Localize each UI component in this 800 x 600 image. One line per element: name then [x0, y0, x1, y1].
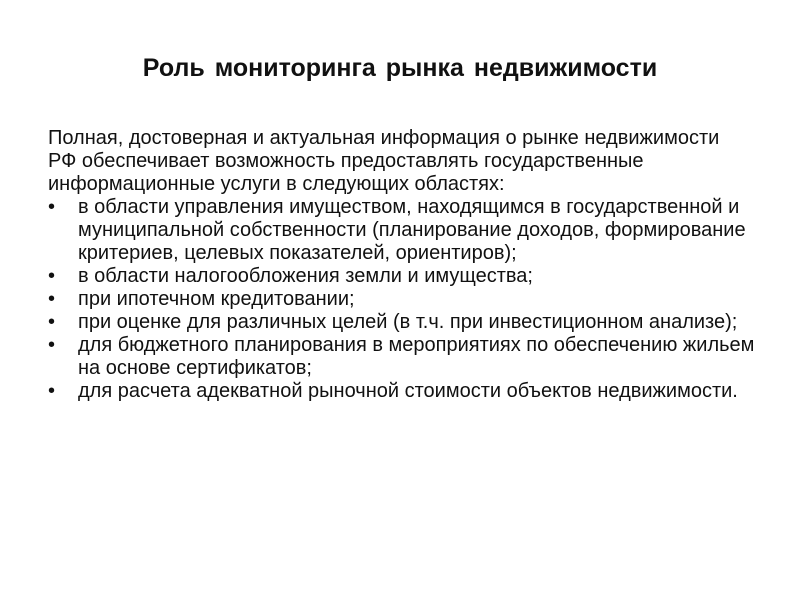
bullet-item-market-value — [48, 380, 760, 403]
bullet-text: в области налогообложения земли и имущества; — [78, 265, 533, 287]
bullet-icon: • — [48, 196, 56, 218]
bullet-icon: • — [48, 288, 56, 310]
bullet-text: для бюджетного планирования в мероприятиях по обеспечению жильем на основе сертификатов; — [78, 334, 755, 379]
bullet-item-property-management — [48, 196, 760, 265]
bullet-text: при ипотечном кредитовании; — [78, 288, 355, 310]
slide-body — [48, 127, 760, 403]
bullet-icon: • — [48, 311, 56, 333]
bullet-item-mortgage — [48, 288, 760, 311]
bullet-icon: • — [48, 380, 56, 402]
slide-title: Роль мониторинга рынка недвижимости — [142, 54, 658, 82]
bullet-icon: • — [48, 334, 56, 356]
bullet-text: при оценке для различных целей (в т.ч. при инвестиционном анализе); — [78, 311, 738, 333]
bullet-list — [48, 196, 760, 403]
bullet-item-taxation — [48, 265, 760, 288]
bullet-item-valuation — [48, 311, 760, 334]
bullet-text: для расчета адекватной рыночной стоимости объектов недвижимости. — [78, 380, 738, 402]
bullet-icon: • — [48, 265, 56, 287]
intro-paragraph: Полная, достоверная и актуальная информация о рынке недвижимости РФ обеспечивает возможность предоставлять государственные информационные услуги в следующих областях: — [48, 127, 720, 195]
bullet-text: в области управления имуществом, находящимся в государственной и муниципальной собственности (планирование доходов, формирование критериев, целевых показателей, ориентиров); — [78, 196, 746, 264]
bullet-item-budget-planning — [48, 334, 760, 380]
